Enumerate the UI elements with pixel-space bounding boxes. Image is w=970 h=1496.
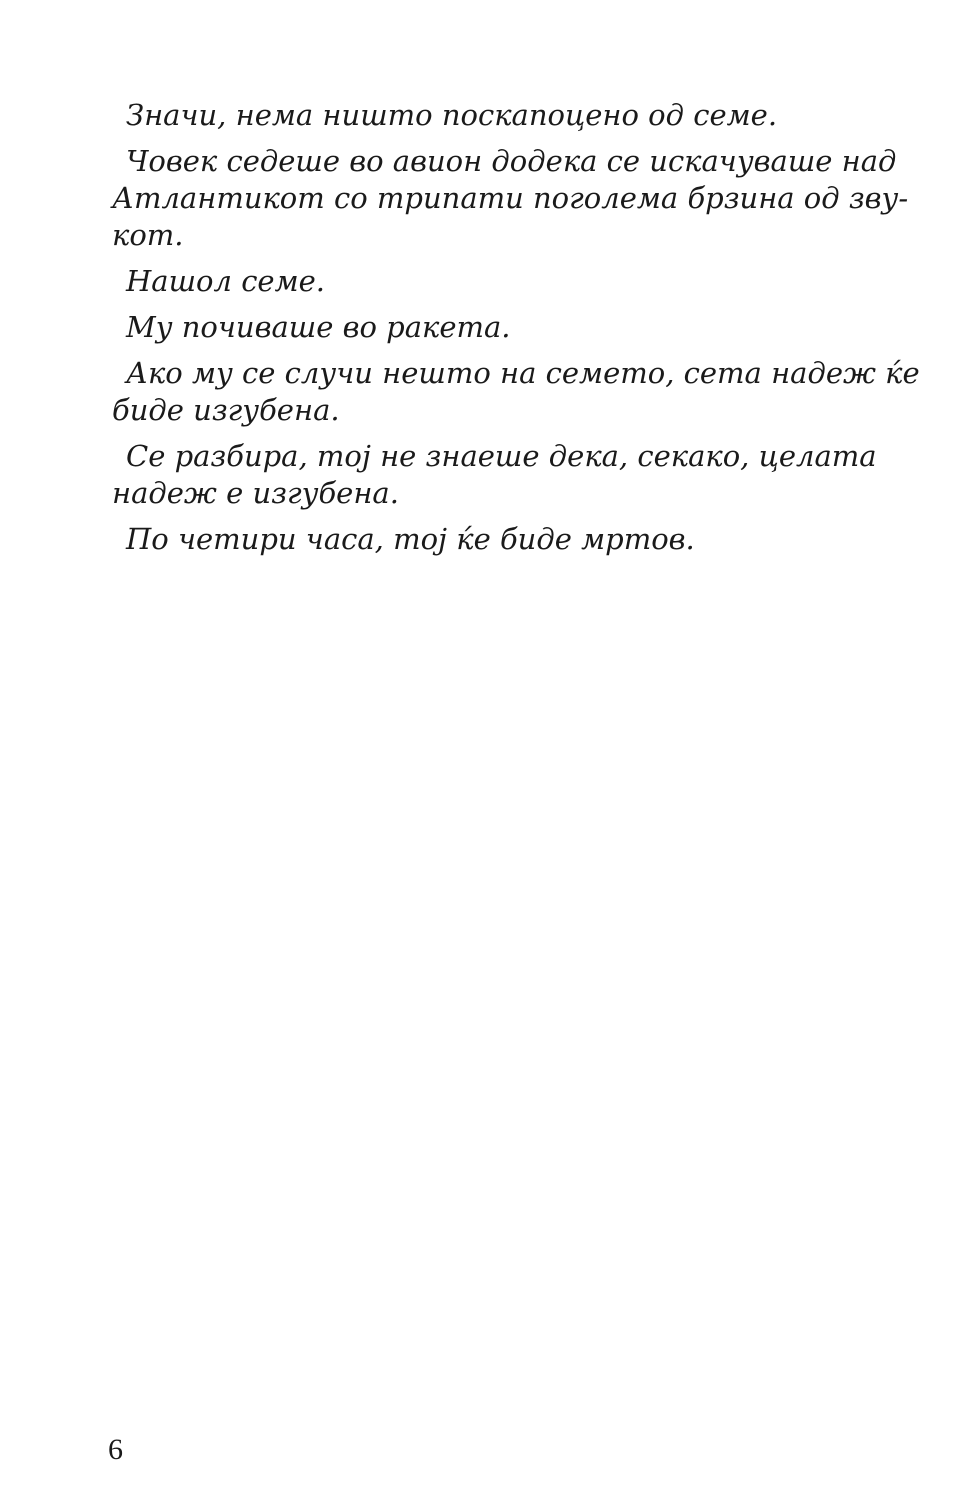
text-line: Му почиваше во ракета. bbox=[126, 310, 511, 344]
text-line: кот. bbox=[112, 218, 184, 252]
paragraph bbox=[112, 438, 877, 512]
text-line: Нашол семе. bbox=[126, 264, 326, 298]
text-line: По четири часа, тој ќе биде мртов. bbox=[126, 522, 695, 556]
paragraph bbox=[112, 355, 920, 429]
text-line: Значи, нема ништо поскапоцено од семе. bbox=[126, 98, 778, 132]
paragraph bbox=[112, 97, 822, 134]
paragraph bbox=[112, 263, 822, 300]
text-line: биде изгубена. bbox=[112, 393, 340, 427]
body-text bbox=[112, 97, 920, 567]
text-line: Човек седеше во авион додека се искачуваше над bbox=[126, 144, 897, 178]
paragraph bbox=[112, 143, 909, 254]
page-number: 6 bbox=[108, 1433, 123, 1466]
text-line: Се разбира, тој не знаеше дека, секако, целата bbox=[126, 439, 877, 473]
paragraph bbox=[112, 309, 822, 346]
text-line: Атлантикот со трипати поголема брзина од зву- bbox=[112, 181, 909, 215]
text-line: надеж е изгубена. bbox=[112, 476, 399, 510]
paragraph bbox=[112, 521, 822, 558]
text-line: Ако му се случи нешто на семето, сета надеж ќе bbox=[126, 356, 920, 390]
